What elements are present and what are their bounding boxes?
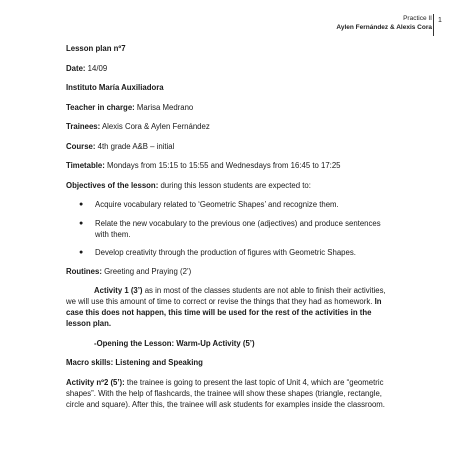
routines-value: Greeting and Praying (2’)	[101, 266, 192, 276]
trainees-label: Trainees:	[66, 122, 101, 131]
objective-text: Relate the new vocabulary to the previous one (adjectives) and produce sentences with them.	[95, 218, 381, 239]
list-item	[66, 218, 390, 240]
trainees-line	[66, 121, 390, 132]
list-item	[66, 247, 390, 258]
header-course: Practice II	[403, 15, 432, 22]
teacher-line	[66, 102, 390, 113]
header-authors: Aylen Fernández & Alexis Cora	[336, 24, 432, 31]
activity1-label: Activity 1 (3’)	[94, 286, 143, 295]
timetable-value: Mondays from 15:15 to 15:55 and Wednesdays from 16:45 to 17:25	[104, 161, 341, 170]
activity1-paragraph	[66, 285, 390, 329]
objective-text: Develop creativity through the production of figures with Geometric Shapes.	[95, 248, 356, 257]
page-header	[336, 14, 432, 32]
document-body	[66, 43, 390, 418]
date-label: Date:	[66, 63, 86, 73]
objectives-line	[66, 180, 390, 191]
institute-name: Instituto María Auxiliadora	[66, 83, 164, 92]
list-item	[66, 199, 390, 210]
routines-line	[66, 266, 390, 277]
opening-heading: -Opening the Lesson: Warm-Up Activity (5’)	[94, 338, 255, 348]
course-label: Course:	[66, 141, 96, 151]
bullet-icon: ●	[79, 201, 84, 208]
course-value: 4th grade A&B – initial	[95, 141, 175, 151]
activity2-paragraph	[66, 377, 390, 410]
objectives-label: Objectives of the lesson:	[66, 180, 159, 190]
objective-text: Acquire vocabulary related to ‘Geometric Shapes’ and recognize them.	[95, 200, 339, 209]
activity1-bold-text: In case this does not happen, this time will be used for the rest of the activities in the lesson plan.	[66, 297, 382, 328]
date-value: 14/09	[85, 63, 108, 73]
macro-skills: Macro skills: Listening and Speaking	[66, 358, 203, 367]
teacher-value: Marisa Medrano	[134, 102, 194, 112]
timetable-label: Timetable:	[66, 161, 105, 170]
teacher-label: Teacher in charge:	[66, 102, 135, 112]
page-number: 1	[433, 14, 446, 36]
bullet-icon: ●	[79, 219, 84, 227]
objectives-value: during this lesson students are expected to:	[158, 180, 311, 190]
date-line	[66, 63, 390, 74]
course-line	[66, 141, 390, 152]
timetable-line	[66, 160, 390, 171]
lesson-title: Lesson plan nº7	[66, 44, 126, 53]
routines-label: Routines:	[66, 266, 102, 276]
bullet-icon: ●	[79, 249, 84, 256]
activity1-text: as in most of the classes students are not able to finish their activities, we will use this amount of time to correct or revise the things that they had as homework.	[66, 286, 386, 306]
activity2-text: the trainee is going to present the last topic of Unit 4, which are “geometric shapes”. With the help of flashcards, the trainee will show these shapes (triangle, rectangle, circle and square). After this, the trainee will ask students for examples inside the classroom.	[66, 377, 385, 409]
objectives-list	[66, 199, 390, 258]
trainees-value: Alexis Cora & Aylen Fernández	[100, 122, 210, 131]
activity2-label: Activity nº2 (5’):	[66, 377, 125, 387]
